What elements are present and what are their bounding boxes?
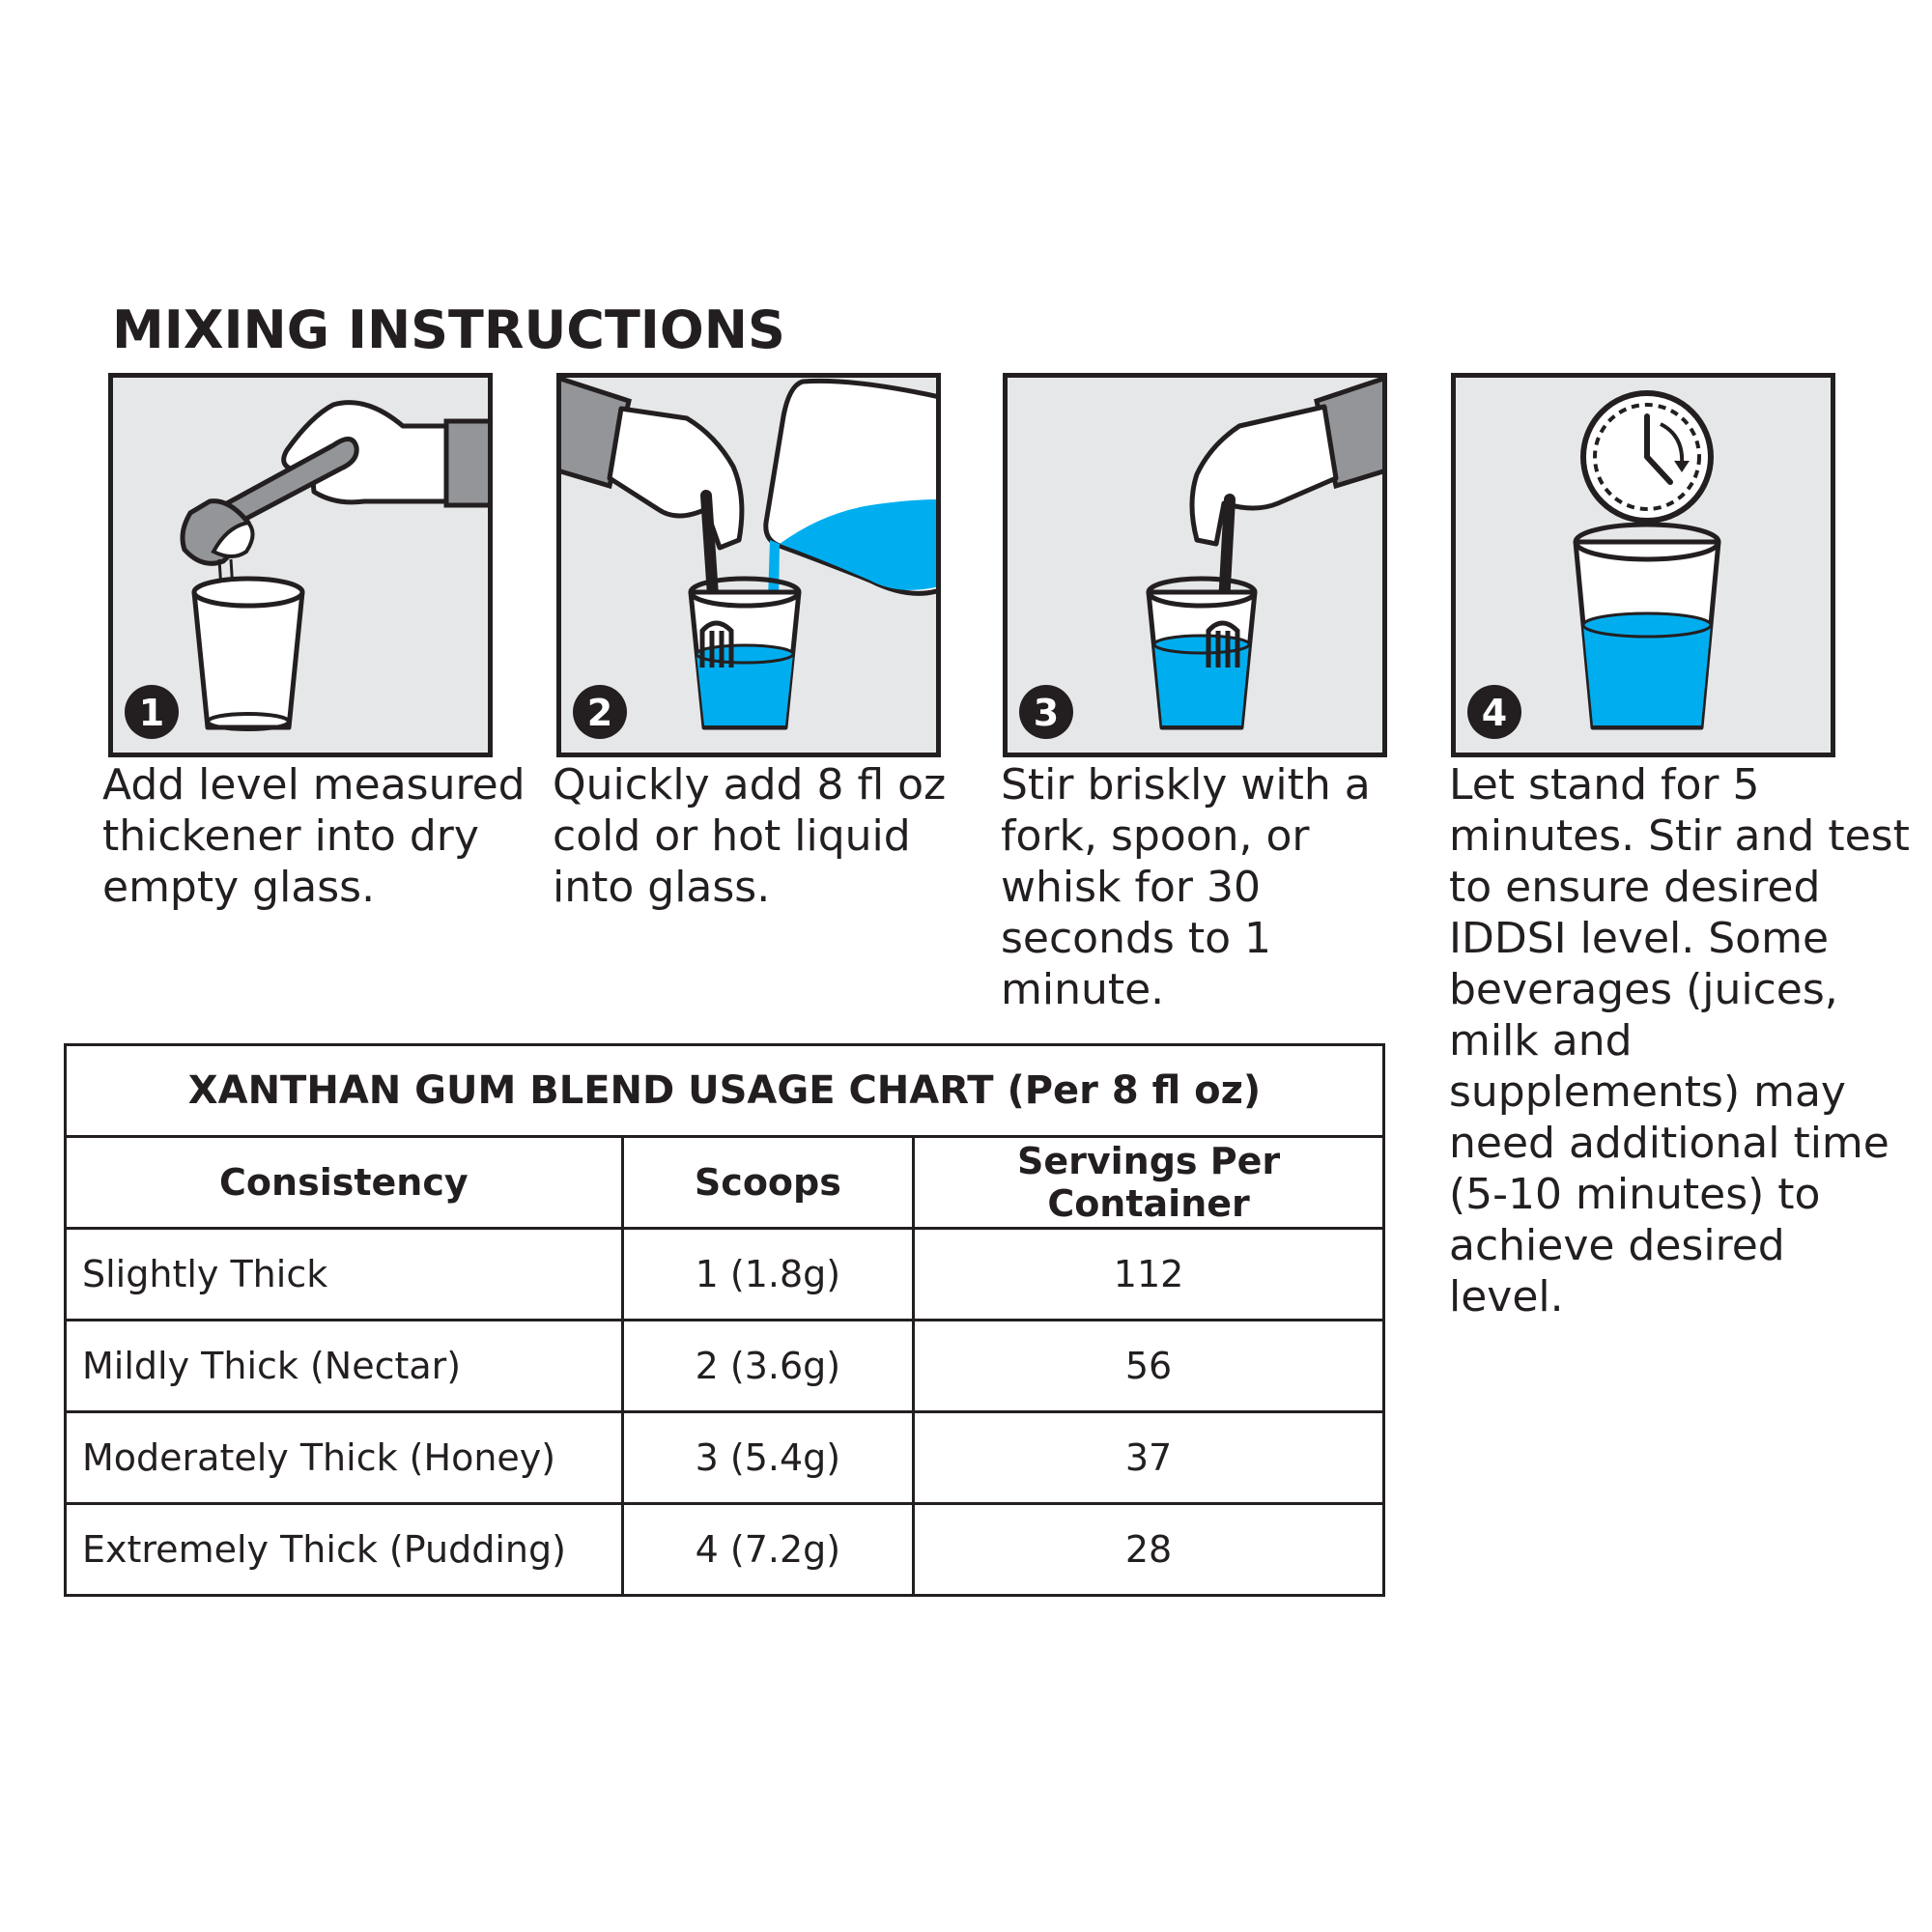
step-4-text: Let stand for 5 minutes. Stir and test to ensure desired IDDSI level. Some beverages (juices, milk and supplements) may need additional time (5-10 minutes) to achieve desired level.: [1449, 760, 1910, 1321]
consistency-cell: Moderately Thick (Honey): [66, 1412, 623, 1504]
table-row: [66, 1504, 1384, 1596]
usage-chart-caption: XANTHAN GUM BLEND USAGE CHART (Per 8 fl oz): [66, 1045, 1384, 1137]
step-3-text: Stir briskly with a fork, spoon, or whisk for 30 seconds to 1 minute.: [1001, 760, 1371, 1014]
scoops-cell: 4 (7.2g): [622, 1504, 913, 1596]
step-number: 4: [1481, 692, 1508, 734]
scoops-cell: 3 (5.4g): [622, 1412, 913, 1504]
table-row: [66, 1412, 1384, 1504]
column-header-servings: Servings Per Container: [914, 1137, 1384, 1229]
consistency-cell: Extremely Thick (Pudding): [66, 1504, 623, 1596]
servings-cell: 28: [914, 1504, 1384, 1596]
table-row: [66, 1321, 1384, 1412]
stir-with-fork-icon: [1008, 378, 1382, 753]
step-2-text: Quickly add 8 fl oz cold or hot liquid into glass.: [553, 760, 947, 912]
servings-cell: 56: [914, 1321, 1384, 1412]
step-1-panel: [108, 373, 493, 757]
usage-chart-table: [64, 1043, 1385, 1597]
clock-timer-icon: [1456, 378, 1831, 753]
step-3-panel: [1003, 373, 1387, 757]
consistency-cell: Slightly Thick: [66, 1229, 623, 1321]
servings-cell: 112: [914, 1229, 1384, 1321]
servings-cell: 37: [914, 1412, 1384, 1504]
table-header-row: [66, 1137, 1384, 1229]
pour-liquid-icon: [561, 378, 936, 753]
scoop-into-glass-icon: [113, 378, 488, 753]
step-number: 1: [138, 692, 165, 734]
table-caption-row: [66, 1045, 1384, 1137]
column-header-consistency: Consistency: [66, 1137, 623, 1229]
table-row: [66, 1229, 1384, 1321]
step-number: 3: [1033, 692, 1060, 734]
scoops-cell: 1 (1.8g): [622, 1229, 913, 1321]
column-header-scoops: Scoops: [622, 1137, 913, 1229]
step-1-text: Add level measured thickener into dry empty glass.: [102, 760, 526, 912]
page-title: MIXING INSTRUCTIONS: [112, 299, 785, 360]
step-4-panel: [1451, 373, 1835, 757]
scoops-cell: 2 (3.6g): [622, 1321, 913, 1412]
consistency-cell: Mildly Thick (Nectar): [66, 1321, 623, 1412]
step-2-panel: [556, 373, 941, 757]
step-number: 2: [586, 692, 613, 734]
